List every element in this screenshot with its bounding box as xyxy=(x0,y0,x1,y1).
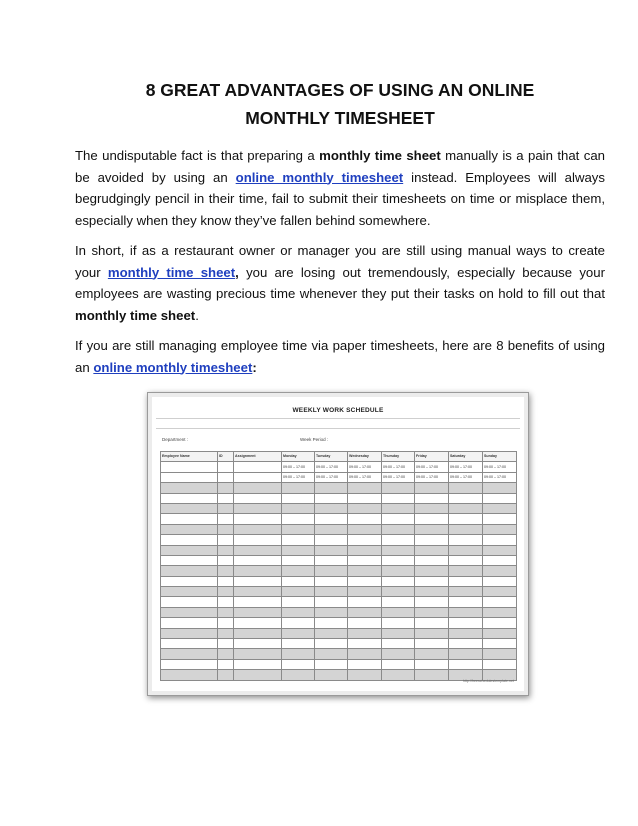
table-cell xyxy=(218,535,234,545)
table-cell xyxy=(234,524,282,534)
table-cell xyxy=(415,545,449,555)
table-row xyxy=(161,628,517,638)
table-cell xyxy=(348,628,382,638)
table-row xyxy=(161,545,517,555)
table-cell xyxy=(218,576,234,586)
table-cell xyxy=(218,555,234,565)
table-cell xyxy=(161,545,218,555)
table-row xyxy=(161,472,517,482)
table-cell xyxy=(234,535,282,545)
table-cell xyxy=(348,618,382,628)
link-online-monthly-timesheet[interactable]: online monthly timesheet xyxy=(235,169,404,185)
week-period-label: Week Period : xyxy=(300,437,329,442)
table-cell xyxy=(218,670,234,680)
table-cell xyxy=(483,566,517,576)
table-cell xyxy=(161,514,218,524)
table-cell xyxy=(483,514,517,524)
paragraph-intro: The undisputable fact is that preparing a monthly time sheet manually is a pain that can be avoided by using an online monthly timesheet instead. Employees will always begrudgingly pencil in their time, fail to submit their timesheets on time or misplace them, especially when they know they’ve fallen behind somewhere. xyxy=(75,148,605,228)
table-cell xyxy=(382,545,415,555)
table-cell: 09:00 – 17:00 xyxy=(415,472,449,482)
table-cell xyxy=(382,628,415,638)
table-cell xyxy=(315,587,348,597)
column-header: Tuesday xyxy=(315,452,348,462)
table-cell xyxy=(348,566,382,576)
table-row xyxy=(161,535,517,545)
table-cell xyxy=(382,670,415,680)
table-cell xyxy=(161,472,218,482)
table-cell xyxy=(382,639,415,649)
table-cell xyxy=(315,524,348,534)
table-row xyxy=(161,639,517,649)
table-cell: 09:00 – 17:00 xyxy=(449,462,483,472)
table-cell xyxy=(234,618,282,628)
image-credit: http://freeschedulestemplate.net xyxy=(462,679,514,683)
table-cell xyxy=(282,639,315,649)
table-cell xyxy=(161,576,218,586)
table-cell: 09:00 – 17:00 xyxy=(483,472,517,482)
table-cell xyxy=(234,514,282,524)
table-cell xyxy=(218,472,234,482)
table-cell xyxy=(161,587,218,597)
table-cell xyxy=(348,535,382,545)
table-cell xyxy=(415,503,449,513)
table-cell xyxy=(161,639,218,649)
table-cell xyxy=(483,483,517,493)
table-cell xyxy=(415,493,449,503)
table-cell xyxy=(161,524,218,534)
table-cell xyxy=(382,503,415,513)
table-cell xyxy=(218,639,234,649)
table-cell xyxy=(415,628,449,638)
table-cell xyxy=(415,483,449,493)
table-cell xyxy=(382,524,415,534)
title-line-1: 8 GREAT ADVANTAGES OF USING AN ONLINE xyxy=(145,80,535,100)
table-row xyxy=(161,555,517,565)
document-title xyxy=(80,76,600,132)
table-cell xyxy=(348,670,382,680)
table-row xyxy=(161,618,517,628)
table-cell xyxy=(415,555,449,565)
table-cell xyxy=(315,555,348,565)
table-cell xyxy=(483,545,517,555)
table-cell xyxy=(234,670,282,680)
table-cell xyxy=(382,597,415,607)
table-cell xyxy=(315,659,348,669)
table-cell xyxy=(483,649,517,659)
table-row xyxy=(161,649,517,659)
table-cell xyxy=(315,670,348,680)
department-label: Department : xyxy=(162,437,189,442)
table-cell xyxy=(282,535,315,545)
schedule-header-row xyxy=(161,452,517,462)
table-cell xyxy=(382,555,415,565)
table-cell xyxy=(382,607,415,617)
column-header: Thursday xyxy=(382,452,415,462)
table-cell xyxy=(449,555,483,565)
column-header: ID xyxy=(218,452,234,462)
table-cell xyxy=(234,659,282,669)
table-row xyxy=(161,597,517,607)
table-cell xyxy=(282,524,315,534)
table-cell xyxy=(282,628,315,638)
table-cell xyxy=(415,659,449,669)
table-cell xyxy=(348,607,382,617)
table-cell xyxy=(483,628,517,638)
table-cell xyxy=(449,483,483,493)
table-cell xyxy=(282,670,315,680)
table-cell xyxy=(234,628,282,638)
table-cell xyxy=(315,566,348,576)
table-cell xyxy=(218,628,234,638)
table-cell xyxy=(415,524,449,534)
table-cell xyxy=(282,659,315,669)
table-cell xyxy=(348,639,382,649)
table-cell xyxy=(348,514,382,524)
table-cell xyxy=(161,628,218,638)
table-cell xyxy=(282,503,315,513)
table-cell xyxy=(161,483,218,493)
table-cell xyxy=(449,535,483,545)
table-cell xyxy=(315,545,348,555)
table-cell xyxy=(415,597,449,607)
table-cell xyxy=(483,576,517,586)
schedule-sheet xyxy=(156,401,520,687)
table-cell xyxy=(449,514,483,524)
table-cell xyxy=(483,639,517,649)
table-cell xyxy=(282,618,315,628)
table-cell xyxy=(449,659,483,669)
schedule-table xyxy=(160,451,517,681)
paragraph-benefits-intro: If you are still managing employee time via paper timesheets, here are 8 benefits of using an online monthly timesheet: xyxy=(75,338,605,375)
paragraph-in-short: In short, if as a restaurant owner or manager you are still using manual ways to create your monthly time sheet, you are losing out tremendously, especially because your employees are wasting precious time whenever they put their tasks on hold to fill out that monthly time sheet. xyxy=(75,243,605,323)
table-cell xyxy=(234,649,282,659)
table-cell xyxy=(348,597,382,607)
table-cell: 09:00 – 17:00 xyxy=(382,472,415,482)
table-cell xyxy=(483,607,517,617)
table-cell xyxy=(483,503,517,513)
table-cell xyxy=(218,659,234,669)
table-cell xyxy=(161,493,218,503)
table-cell: 09:00 – 17:00 xyxy=(382,462,415,472)
table-cell xyxy=(218,607,234,617)
table-cell xyxy=(161,566,218,576)
table-row xyxy=(161,493,517,503)
bold-monthly-time-sheet-2: monthly time sheet xyxy=(75,307,196,323)
table-cell xyxy=(315,483,348,493)
table-cell xyxy=(382,649,415,659)
schedule-title-divider-top xyxy=(156,418,520,419)
table-cell xyxy=(348,555,382,565)
table-cell xyxy=(161,649,218,659)
table-cell xyxy=(161,535,218,545)
table-cell xyxy=(483,587,517,597)
table-cell xyxy=(449,607,483,617)
link-online-monthly-timesheet-2[interactable]: online monthly timesheet xyxy=(93,359,253,375)
table-cell xyxy=(315,649,348,659)
table-cell xyxy=(315,576,348,586)
table-cell xyxy=(483,659,517,669)
table-cell xyxy=(483,493,517,503)
table-cell xyxy=(415,670,449,680)
table-cell xyxy=(348,503,382,513)
table-cell xyxy=(348,524,382,534)
table-cell xyxy=(282,597,315,607)
table-cell xyxy=(348,493,382,503)
column-header: Assignment xyxy=(234,452,282,462)
table-cell xyxy=(218,587,234,597)
table-cell xyxy=(449,649,483,659)
table-row xyxy=(161,483,517,493)
table-cell xyxy=(234,493,282,503)
table-cell xyxy=(218,524,234,534)
column-header: Employee Name xyxy=(161,452,218,462)
table-cell: 09:00 – 17:00 xyxy=(483,462,517,472)
table-cell xyxy=(218,566,234,576)
table-cell xyxy=(449,493,483,503)
table-cell xyxy=(234,545,282,555)
table-cell xyxy=(348,587,382,597)
table-cell xyxy=(449,503,483,513)
table-cell xyxy=(234,472,282,482)
table-cell xyxy=(218,514,234,524)
table-cell xyxy=(382,535,415,545)
table-row xyxy=(161,587,517,597)
table-cell xyxy=(382,493,415,503)
table-row xyxy=(161,566,517,576)
table-cell xyxy=(483,555,517,565)
table-cell xyxy=(161,659,218,669)
table-cell xyxy=(348,483,382,493)
table-cell xyxy=(483,535,517,545)
table-cell xyxy=(218,597,234,607)
table-cell: 09:00 – 17:00 xyxy=(348,472,382,482)
table-cell xyxy=(315,628,348,638)
table-cell xyxy=(449,524,483,534)
title-line-2: MONTHLY TIMESHEET xyxy=(245,108,435,128)
table-cell xyxy=(234,566,282,576)
table-cell xyxy=(415,566,449,576)
table-cell xyxy=(315,639,348,649)
table-cell xyxy=(234,597,282,607)
table-cell xyxy=(161,462,218,472)
column-header: Monday xyxy=(282,452,315,462)
table-cell xyxy=(415,639,449,649)
table-cell xyxy=(382,618,415,628)
column-header: Wednesday xyxy=(348,452,382,462)
table-cell xyxy=(282,483,315,493)
table-cell xyxy=(449,566,483,576)
table-row xyxy=(161,576,517,586)
table-cell xyxy=(315,618,348,628)
table-cell xyxy=(234,639,282,649)
table-cell xyxy=(415,618,449,628)
table-row xyxy=(161,659,517,669)
table-row xyxy=(161,503,517,513)
table-cell xyxy=(161,607,218,617)
table-cell xyxy=(218,649,234,659)
table-cell xyxy=(315,535,348,545)
table-cell xyxy=(282,555,315,565)
table-cell xyxy=(234,462,282,472)
table-cell xyxy=(348,659,382,669)
table-cell: 09:00 – 17:00 xyxy=(282,462,315,472)
table-cell xyxy=(382,587,415,597)
table-cell xyxy=(382,576,415,586)
table-cell xyxy=(234,587,282,597)
table-cell xyxy=(282,545,315,555)
table-cell xyxy=(415,587,449,597)
table-cell xyxy=(161,618,218,628)
table-cell xyxy=(234,555,282,565)
table-cell xyxy=(449,545,483,555)
table-cell xyxy=(449,639,483,649)
table-cell: 09:00 – 17:00 xyxy=(315,462,348,472)
table-cell xyxy=(234,503,282,513)
table-cell xyxy=(382,483,415,493)
table-cell xyxy=(483,597,517,607)
table-cell xyxy=(282,493,315,503)
table-cell xyxy=(218,462,234,472)
table-cell xyxy=(282,649,315,659)
weekly-schedule-image xyxy=(147,392,529,696)
table-cell xyxy=(382,659,415,669)
table-cell xyxy=(234,483,282,493)
table-cell xyxy=(161,503,218,513)
table-row xyxy=(161,514,517,524)
table-cell xyxy=(415,649,449,659)
bold-monthly-time-sheet: monthly time sheet xyxy=(319,148,441,163)
table-cell xyxy=(483,524,517,534)
table-cell xyxy=(315,493,348,503)
table-cell xyxy=(234,607,282,617)
table-row xyxy=(161,462,517,472)
table-cell xyxy=(282,576,315,586)
link-monthly-time-sheet[interactable]: monthly time sheet xyxy=(107,264,236,280)
table-cell xyxy=(382,514,415,524)
column-header: Saturday xyxy=(449,452,483,462)
table-cell xyxy=(282,607,315,617)
table-cell xyxy=(218,503,234,513)
table-cell xyxy=(348,576,382,586)
table-cell xyxy=(218,483,234,493)
table-cell xyxy=(315,607,348,617)
table-cell xyxy=(382,566,415,576)
table-cell: 09:00 – 17:00 xyxy=(449,472,483,482)
table-cell xyxy=(449,587,483,597)
table-cell xyxy=(449,628,483,638)
schedule-title-divider-bottom xyxy=(156,428,520,429)
table-cell xyxy=(415,607,449,617)
table-cell: 09:00 – 17:00 xyxy=(348,462,382,472)
table-cell xyxy=(218,493,234,503)
table-cell xyxy=(161,670,218,680)
table-cell: 09:00 – 17:00 xyxy=(282,472,315,482)
table-cell xyxy=(415,535,449,545)
column-header: Friday xyxy=(415,452,449,462)
column-header: Sunday xyxy=(483,452,517,462)
table-cell xyxy=(315,514,348,524)
table-cell xyxy=(161,555,218,565)
table-cell xyxy=(483,618,517,628)
table-cell xyxy=(315,597,348,607)
table-cell xyxy=(449,618,483,628)
table-cell xyxy=(234,576,282,586)
schedule-body xyxy=(161,462,517,680)
table-cell xyxy=(282,514,315,524)
table-cell xyxy=(282,566,315,576)
schedule-title: WEEKLY WORK SCHEDULE xyxy=(292,407,384,414)
table-row xyxy=(161,607,517,617)
table-cell xyxy=(348,649,382,659)
table-cell: 09:00 – 17:00 xyxy=(415,462,449,472)
table-cell: 09:00 – 17:00 xyxy=(315,472,348,482)
table-cell xyxy=(161,597,218,607)
table-cell xyxy=(415,514,449,524)
table-cell xyxy=(348,545,382,555)
table-cell xyxy=(449,597,483,607)
table-cell xyxy=(282,587,315,597)
table-cell xyxy=(218,618,234,628)
table-cell xyxy=(449,576,483,586)
table-cell xyxy=(218,545,234,555)
table-cell xyxy=(415,576,449,586)
table-cell xyxy=(315,503,348,513)
table-row xyxy=(161,524,517,534)
